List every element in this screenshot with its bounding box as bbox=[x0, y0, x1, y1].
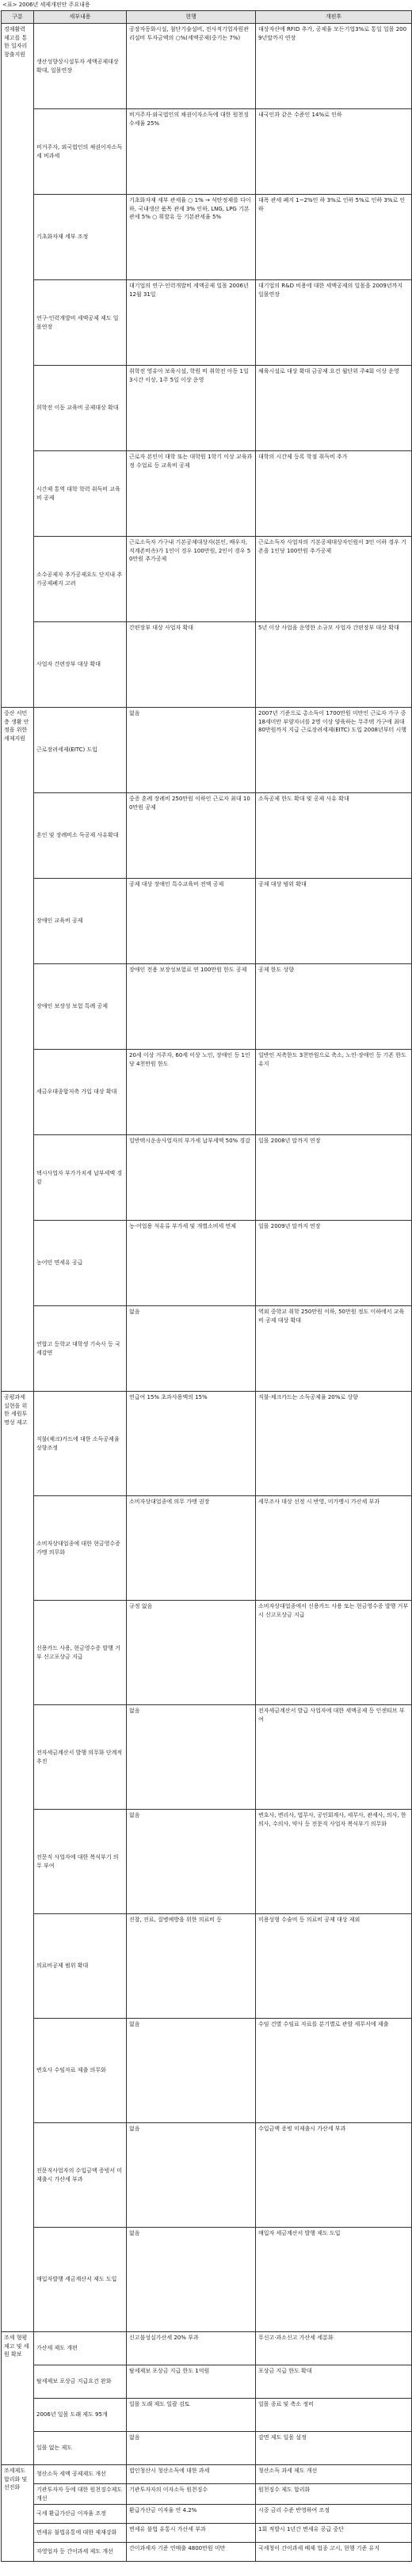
table-row bbox=[2, 1135, 412, 1221]
current-cell: 일반택시운송사업자의 부가세 납부세액 50% 경감 bbox=[127, 1135, 256, 1221]
item-cell: 청산소득 세액 공제제도 개선 bbox=[34, 2465, 127, 2484]
table-row bbox=[2, 2019, 412, 2123]
revised-cell: 대상자산에 RFID 추가, 공제율 모든기업3%로 통일 일몰 2009년말까지 연장 bbox=[256, 24, 412, 109]
item-cell: 생산성향상시설투자 세액공제대상 확대, 일몰연장 bbox=[34, 24, 127, 109]
revised-cell: 공제 대상 범위 확대 bbox=[256, 879, 412, 964]
table-row bbox=[2, 366, 412, 451]
current-cell: 소비자상대업종에 의무 가맹 권장 bbox=[127, 1496, 256, 1601]
current-cell: 없음 bbox=[127, 1306, 256, 1392]
item-cell: 기초화자재 세부 조정 bbox=[34, 195, 127, 280]
table-row bbox=[2, 2399, 412, 2432]
table-header-row bbox=[2, 11, 412, 24]
item-cell: 전문직 사업자에 대한 복식부기 의무 부여 bbox=[34, 1810, 127, 1914]
header-category: 구분 bbox=[2, 11, 34, 24]
item-cell: 전문직사업자의 수입금액 증빙서 미제출시 가산세 부과 bbox=[34, 2123, 127, 2228]
item-cell: 의료비공제 범위 확대 bbox=[34, 1914, 127, 2019]
current-cell: 없음 bbox=[127, 708, 256, 793]
revised-cell: 세무조사 대상 선정 시 반영, 미가맹시 가산세 부과 bbox=[256, 1496, 412, 1601]
revised-cell: 소비자상대업종에서 신용카드 사용 또는 현금영수증 발행 거부시 신고포상금 지급 bbox=[256, 1601, 412, 1705]
revised-cell: 일몰 종료 및 축소 정비 bbox=[256, 2399, 412, 2432]
table-row bbox=[2, 1221, 412, 1306]
table-row bbox=[2, 1050, 412, 1135]
category-cell: 중산 서민층 생활 안정을 위한 세제지원 bbox=[2, 708, 34, 1392]
current-cell: 법인청산시 청산소득에 대한 과세 bbox=[127, 2465, 256, 2484]
item-cell: 직불(체크)카드에 대한 소득공제율 상향조정 bbox=[34, 1392, 127, 1496]
table-row bbox=[2, 879, 412, 964]
current-cell: 없음 bbox=[127, 2228, 256, 2332]
table-row bbox=[2, 537, 412, 622]
current-cell: 대기업의 연구·인력개발비 세액공제 일몰 2006년 12월 31일 bbox=[127, 280, 256, 366]
table-row bbox=[2, 1914, 412, 2019]
item-cell: 사업자 간편장부 대상 확대 bbox=[34, 622, 127, 708]
table-row bbox=[2, 2543, 412, 2562]
revised-cell: 청산소득 과세 제도 개선 bbox=[256, 2465, 412, 2484]
item-cell: 자영업자 등 간이과세 제도 개선 bbox=[34, 2543, 127, 2562]
table-row bbox=[2, 2365, 412, 2399]
revised-cell: 5년 이상 사업을 운영한 소규모 사업자 간편장부 대상 확대 bbox=[256, 622, 412, 708]
revised-cell: 공제 한도 상향 bbox=[256, 964, 412, 1050]
table-row bbox=[2, 1810, 412, 1914]
revised-cell: 국세청이 간이과세 배제 업종 고시, 현행 기준 유지 bbox=[256, 2543, 412, 2562]
revised-cell: 포상금 지급 한도 확대 bbox=[256, 2365, 412, 2399]
tax-reform-table bbox=[1, 10, 412, 2562]
revised-cell: 대폭 관세 폐지 1~2%인 하 3%로 인하 5%로 인하 3%로 인하 bbox=[256, 195, 412, 280]
item-cell: 연구·인력개발비 세액공제 제도 일몰연장 bbox=[34, 280, 127, 366]
revised-cell: 감면 제도 일몰 설정 bbox=[256, 2432, 412, 2465]
current-cell: 탈세제보 포상금 지급 한도 1억원 bbox=[127, 2365, 256, 2399]
table-row bbox=[2, 2484, 412, 2505]
item-cell: 전자세금계산서 발행 의무화 단계적 추진 bbox=[34, 1705, 127, 1810]
category-cell: 공평과세 실현을 위한 세원투명성 제고 bbox=[2, 1392, 34, 2332]
header-revised: 개편후 bbox=[256, 11, 412, 24]
current-cell: 연급여 15% 초과사용액의 15% bbox=[127, 1392, 256, 1496]
current-cell: 근로자 본인이 대학 또는 대학원 1학기 이상 교육과정 수업료 등 교육비 공제 bbox=[127, 451, 256, 537]
table-body bbox=[2, 24, 412, 2562]
revised-cell: 근로소득자 사업자의 기본공제대상자인원이 3인 이하 경우 기존을 1인당 100만원 추가공제 bbox=[256, 537, 412, 622]
item-cell: 희학전 이동 교육비 공제대상 확대 bbox=[34, 366, 127, 451]
table-row bbox=[2, 708, 412, 793]
revised-cell: 내국인과 같은 수준인 14%로 인하 bbox=[256, 109, 412, 195]
table-row bbox=[2, 2465, 412, 2484]
category-cell: 조세제도 합리화 및 선진화 bbox=[2, 2465, 34, 2562]
header-item: 세부내용 bbox=[34, 11, 127, 24]
revised-cell: 1회 적발시 1년간 면세유 공급 중단 bbox=[256, 2524, 412, 2543]
revised-cell: 대학의 시간제 등록 학점 취득비 추가 bbox=[256, 451, 412, 537]
table-row bbox=[2, 2123, 412, 2228]
table-row bbox=[2, 109, 412, 195]
item-cell: 시간제 통역 대학 학력 취득비 교육비 공제 bbox=[34, 451, 127, 537]
revised-cell: 원천징수 제도 합리화 bbox=[256, 2484, 412, 2505]
current-cell: 중증 혼례 장례비 250만원 이하인 근로자 최대 100만원 공제 bbox=[127, 793, 256, 879]
table-row bbox=[2, 451, 412, 537]
current-cell: 장애인 전용 보장성보험료 연 100만원 한도 공제 bbox=[127, 964, 256, 1050]
revised-cell: 미용성형 수술비 등 의료비 공제 대상 제외 bbox=[256, 1914, 412, 2019]
revised-cell: 변호사, 변리사, 법무사, 공인회계사, 세무사, 관세사, 의사, 한의사, 수의사, 약사 등 전문직 사업자 복식부기 의무화 bbox=[256, 1810, 412, 1914]
current-cell: 간이과세자 기준 연매출 4800만원 미만 bbox=[127, 2543, 256, 2562]
item-cell: 혼인 및 장례비소 득공제 사유확대 bbox=[34, 793, 127, 879]
current-cell: 취학전 영유아 보육시설, 학원 비 취학전 아동 1일 3시간 이상, 1주 5일 이상 운영 bbox=[127, 366, 256, 451]
table-row bbox=[2, 1306, 412, 1392]
table-caption: <표> 2006년 세제개편안 주요내용 bbox=[2, 2, 90, 8]
current-cell: 없음 bbox=[127, 1705, 256, 1810]
current-cell: 기초화자재 세부 관세율 ○ 1% → 석탄정제를 다이하, 국내생산 품목 관세 3% 인하, LNG, LPG 기본관세 5% ○ 휘발유 등 기본관세율 5% bbox=[127, 195, 256, 280]
item-cell: 국세 환급가산금 이자율 조정 bbox=[34, 2505, 127, 2524]
current-cell: 없음 bbox=[127, 1810, 256, 1914]
table-row bbox=[2, 195, 412, 280]
current-cell: 신고불성실가산세 20% 부과 bbox=[127, 2332, 256, 2365]
item-cell: 변호사 수임자료 제출 의무화 bbox=[34, 2019, 127, 2123]
revised-cell: 직불·체크카드는 소득공제율 20%로 상향 bbox=[256, 1392, 412, 1496]
revised-cell: 일반인 저축한도 3천만원으로 축소, 노인·장애인 등 기존 한도 유지 bbox=[256, 1050, 412, 1135]
item-cell: 매입자발행 세금계산서 제도 도입 bbox=[34, 2228, 127, 2332]
table-row bbox=[2, 2505, 412, 2524]
header-current: 현행 bbox=[127, 11, 256, 24]
current-cell: 환급가산금 이자율 연 4.2% bbox=[127, 2505, 256, 2524]
revised-cell: 일몰 2009년 말까지 연장 bbox=[256, 1221, 412, 1306]
current-cell: 공제 대상 장애인 특수교육비 전액 공제 bbox=[127, 879, 256, 964]
table-row bbox=[2, 2332, 412, 2365]
item-cell: 비거주자, 외국법인의 채권이자소득 세 비과세 bbox=[34, 109, 127, 195]
item-cell: 탈세제보 포상금 지급요건 완화 bbox=[34, 2365, 127, 2399]
category-cell: 경제활력 제고를 통한 일자리 창출지원 bbox=[2, 24, 34, 708]
table-row bbox=[2, 1392, 412, 1496]
item-cell: 가산세 제도 개편 bbox=[34, 2332, 127, 2365]
item-cell: 장애인 보장성 보험 특례 공제 bbox=[34, 964, 127, 1050]
item-cell: 신용카드 사용, 현금영수증 발행 거부 신고포상금 지급 bbox=[34, 1601, 127, 1705]
item-cell: 근로장려세제(EITC) 도입 bbox=[34, 708, 127, 793]
revised-cell: 체육시설로 대상 확대 금공제 요건 월단위 주4회 이상 운영 bbox=[256, 366, 412, 451]
revised-cell: 역외 중학교 취학 250만원 이하, 50만원 정도 이하에서 교육비 공제 대상 확대 bbox=[256, 1306, 412, 1392]
current-cell: 없음 bbox=[127, 2123, 256, 2228]
revised-cell: 전자세금계산서 발급 사업자에 대한 세액공제 등 인센티브 부여 bbox=[256, 1705, 412, 1810]
revised-cell: 일몰 2008년 말까지 연장 bbox=[256, 1135, 412, 1221]
current-cell: 일몰 도래 제도 일괄 검토 bbox=[127, 2399, 256, 2432]
current-cell: 공장자동화시설, 첨단기술설비, 전사적기업자원관리설비 투자금액의 ○%(세액공제(중기는 7%) bbox=[127, 24, 256, 109]
item-cell: 농어민 면세유 공급 bbox=[34, 1221, 127, 1306]
current-cell: 규정 없음 bbox=[127, 1601, 256, 1705]
revised-cell: 시중 금리 수준 반영하여 조정 bbox=[256, 2505, 412, 2524]
item-cell: 기관투자자 등에 대한 원천징수제도 개선 bbox=[34, 2484, 127, 2505]
current-cell: 근로소득자 가구내 기본공제대상자(본인, 배우자, 직계존비속)가 1인이 경우 100만원, 2인이 경우 50만원 추가공제 bbox=[127, 537, 256, 622]
revised-cell: 무신고·과소신고 가산세 세분화 bbox=[256, 2332, 412, 2365]
table-row bbox=[2, 2228, 412, 2332]
table-row bbox=[2, 1601, 412, 1705]
table-row bbox=[2, 793, 412, 879]
current-cell: 비거주자·외국법인의 채권이자소득에 대한 원천징수세율 25% bbox=[127, 109, 256, 195]
current-cell: 농·어업용 석유류 부가세 및 개별소비세 면제 bbox=[127, 1221, 256, 1306]
revised-cell: 대기업의 R&D 비용에 대한 세액공제의 일몰을 2009년까지 일몰연장 bbox=[256, 280, 412, 366]
revised-cell: 소득공제 한도 확대 및 공제 사유 확대 bbox=[256, 793, 412, 879]
item-cell: 장애인 교육비 공제 bbox=[34, 879, 127, 964]
item-cell: 연합고 등학교 대학생 기숙사 등 국세감면 bbox=[34, 1306, 127, 1392]
table-row bbox=[2, 24, 412, 109]
revised-cell: 2007년 기준으로 총소득이 1700만원 미만인 근로자 가구 중 18세미만 부양자녀를 2명 이상 양육하는 무주택 가구에 최대 80만원까지 지급 근로장려세제(EITC) 도입 2008년부터 시행 bbox=[256, 708, 412, 793]
table-row bbox=[2, 2524, 412, 2543]
current-cell: 없음 bbox=[127, 2019, 256, 2123]
category-cell: 조세 형평 제고 및 세원 확보 bbox=[2, 2332, 34, 2465]
item-cell: 세금우대종합저축 가입 대상 확대 bbox=[34, 1050, 127, 1135]
item-cell: 택시사업자 부가가치세 납부세액 경감 bbox=[34, 1135, 127, 1221]
item-cell: 소비자상대업종에 대한 현금영수증 가맹 의무화 bbox=[34, 1496, 127, 1601]
table-row bbox=[2, 964, 412, 1050]
item-cell: 소수공제자 추가공제요도 단지내 추가공제폐지 고려 bbox=[34, 537, 127, 622]
table-row bbox=[2, 280, 412, 366]
revised-cell: 매입자 세금계산서 발행 제도 도입 bbox=[256, 2228, 412, 2332]
current-cell: 면세유 불법 유통시 가산세 부과 bbox=[127, 2524, 256, 2543]
table-row bbox=[2, 1705, 412, 1810]
current-cell: 20세 이상 거주자, 60세 이상 노인, 장애인 등 1인당 4천만원 한도 bbox=[127, 1050, 256, 1135]
item-cell: 면세유 불법유통에 대한 제재강화 bbox=[34, 2524, 127, 2543]
table-row bbox=[2, 622, 412, 708]
table-row bbox=[2, 2432, 412, 2465]
current-cell: 간편장부 대상 사업자 확대 bbox=[127, 622, 256, 708]
current-cell: 기관투자자의 이자소득 원천징수 bbox=[127, 2484, 256, 2505]
item-cell: 일몰 없는 제도 bbox=[34, 2432, 127, 2465]
current-cell: 진찰, 진료, 질병예방을 위한 의료비 등 bbox=[127, 1914, 256, 2019]
current-cell: 없음 bbox=[127, 2432, 256, 2465]
item-cell: 2006년 일몰 도래 제도 95개 bbox=[34, 2399, 127, 2432]
table-row bbox=[2, 1496, 412, 1601]
revised-cell: 수임 건별 수임료 자료를 분기별로 관할 세무서에 제출 bbox=[256, 2019, 412, 2123]
revised-cell: 수입금액 증빙 미제출시 가산세 부과 bbox=[256, 2123, 412, 2228]
